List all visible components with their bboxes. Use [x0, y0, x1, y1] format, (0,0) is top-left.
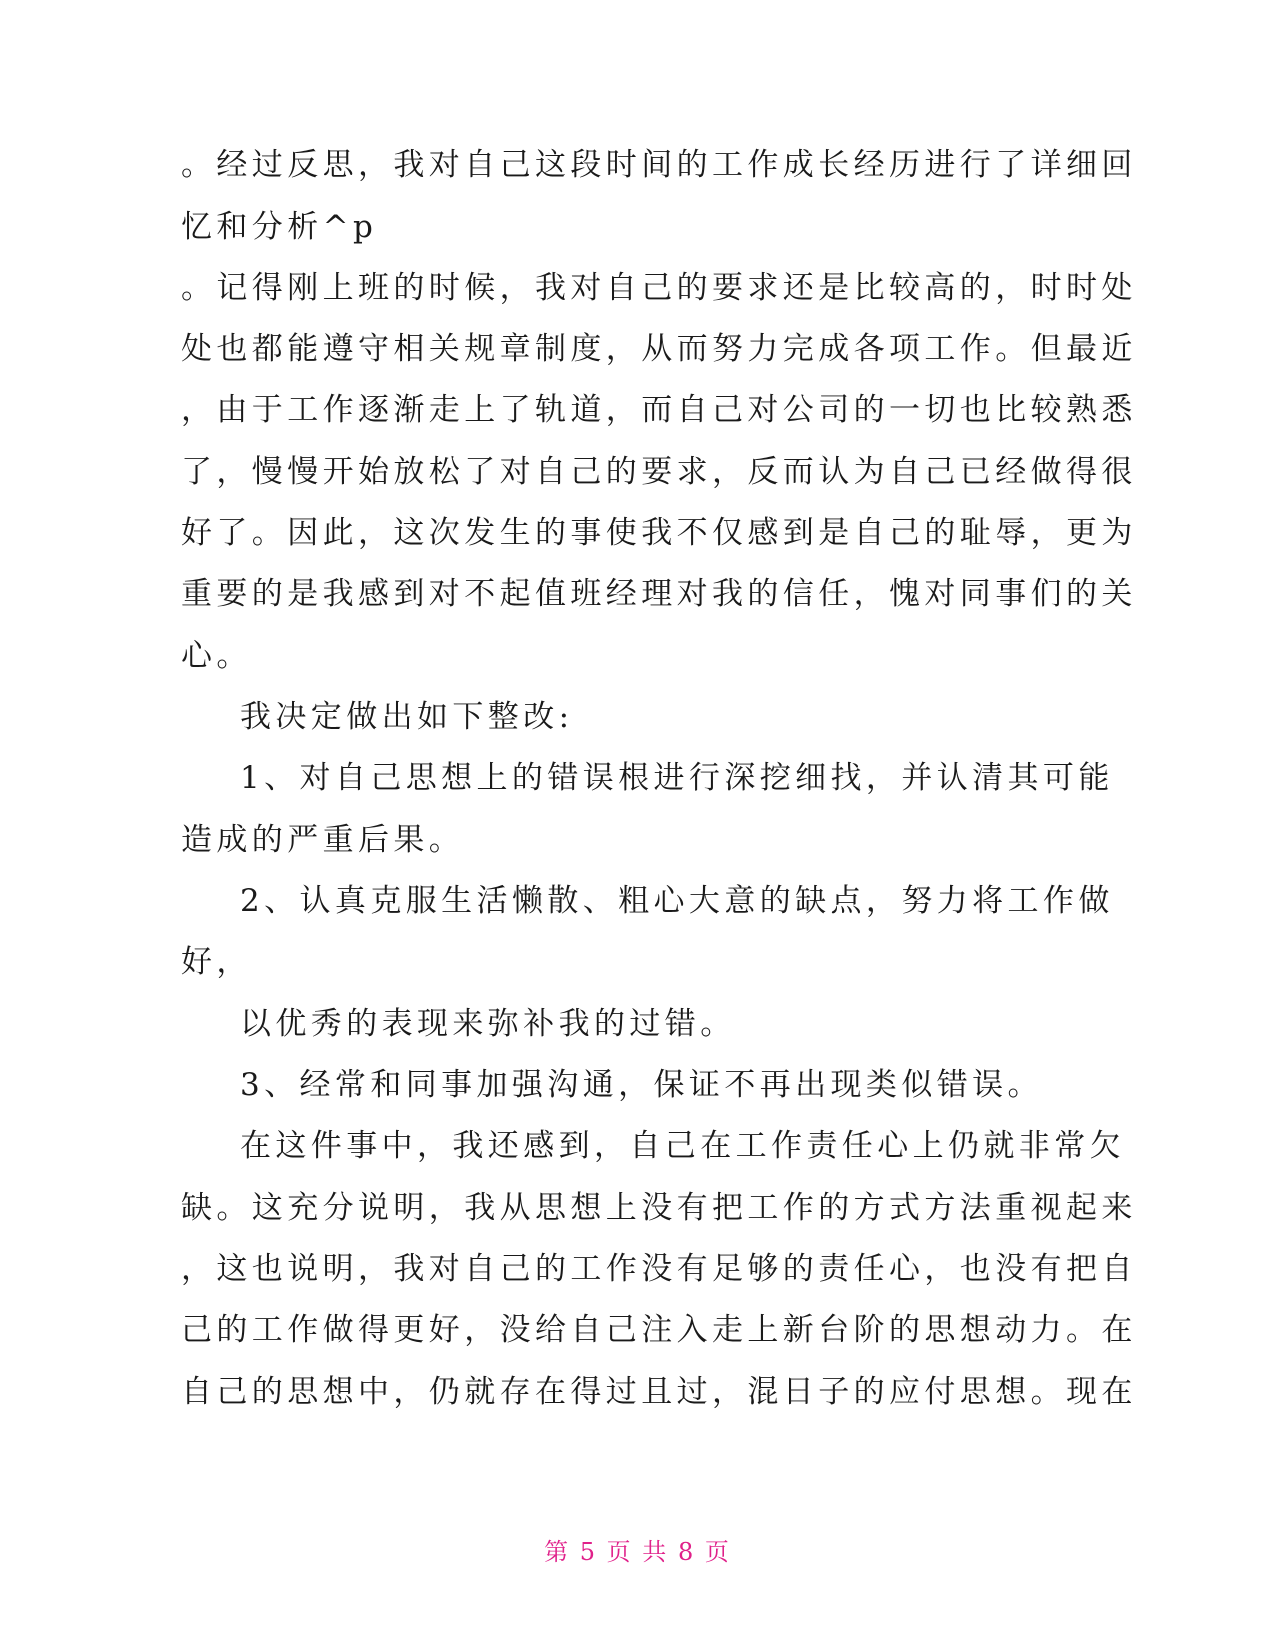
text-line: 。记得刚上班的时候，我对自己的要求还是比较高的，时时处: [181, 270, 1137, 306]
text-line: 忆和分析^p: [181, 209, 378, 245]
text-line: 缺。这充分说明，我从思想上没有把工作的方式方法重视起来: [181, 1190, 1137, 1226]
text-line: 心。: [181, 638, 252, 674]
paragraph-line: 以优秀的表现来弥补我的过错。: [240, 1006, 736, 1042]
text-line: 了，慢慢开始放松了对自己的要求，反而认为自己已经做得很: [181, 454, 1137, 490]
page-number-footer: 第 5 页 共 8 页: [544, 1538, 731, 1566]
text-line: ，这也说明，我对自己的工作没有足够的责任心，也没有把自: [181, 1251, 1137, 1287]
text-line: ，由于工作逐渐走上了轨道，而自己对公司的一切也比较熟悉: [181, 392, 1137, 428]
text-line: 。经过反思，我对自己这段时间的工作成长经历进行了详细回: [181, 147, 1137, 183]
text-line: 好，: [181, 944, 252, 980]
list-item-line: 3、经常和同事加强沟通，保证不再出现类似错误。: [240, 1067, 1043, 1103]
text-line: 造成的严重后果。: [181, 822, 465, 858]
text-line: 己的工作做得更好，没给自己注入走上新台阶的思想动力。在: [181, 1312, 1137, 1348]
text-line: 处也都能遵守相关规章制度，从而努力完成各项工作。但最近: [181, 331, 1137, 367]
paragraph-line: 我决定做出如下整改:: [240, 699, 574, 735]
text-line: 好了。因此，这次发生的事使我不仅感到是自己的耻辱，更为: [181, 515, 1137, 551]
text-line: 重要的是我感到对不起值班经理对我的信任，愧对同事们的关: [181, 576, 1137, 612]
paragraph-line: 在这件事中，我还感到，自己在工作责任心上仍就非常欠: [240, 1128, 1125, 1164]
text-line: 自己的思想中，仍就存在得过且过，混日子的应付思想。现在: [181, 1374, 1137, 1410]
list-item-line: 2、认真克服生活懒散、粗心大意的缺点，努力将工作做: [240, 883, 1114, 919]
list-item-line: 1、对自己思想上的错误根进行深挖细找，并认清其可能: [240, 760, 1114, 796]
